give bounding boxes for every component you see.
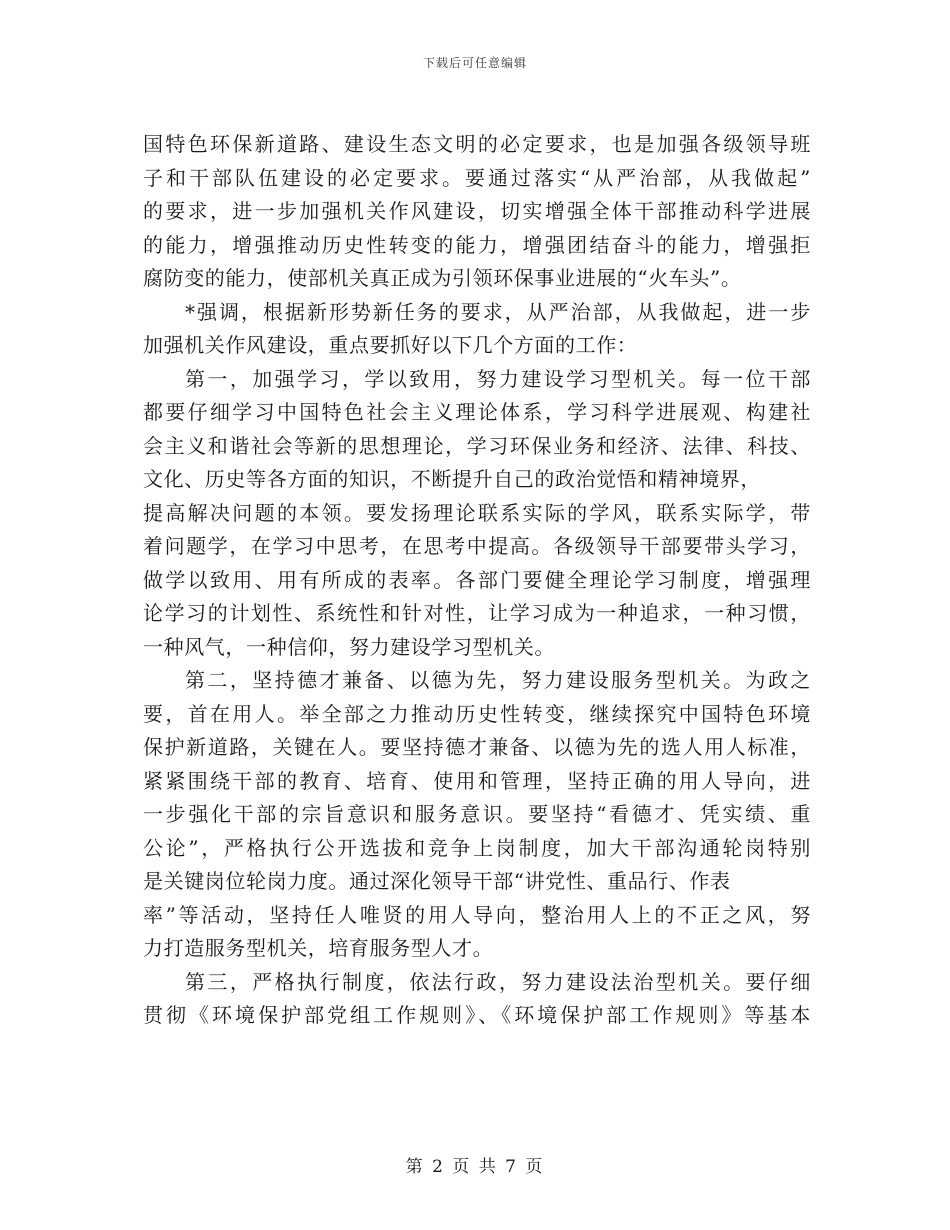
text-line: 保护新道路，关键在人。要坚持德才兼备、以德为先的选人用人标准， — [143, 735, 811, 759]
text-line: 文化、历史等各方面的知识，不断提升自己的政治觉悟和精神境界， — [143, 467, 761, 491]
text-line: 一步强化干部的宗旨意识和服务意识。要坚持“看德才、凭实绩、重 — [143, 802, 811, 826]
page-number: 第 2 页 共 7 页 — [405, 1157, 545, 1177]
text-line: 加强机关作风建设，重点要抓好以下几个方面的工作： — [143, 333, 638, 357]
text-line: 率”等活动，坚持任人唯贤的用人导向，整治用人上的不正之风，努 — [143, 902, 811, 927]
text-line: 一种风气，一种信仰，努力建设学习型机关。 — [143, 634, 555, 659]
page-header-note: 下载后可任意编辑 — [422, 56, 527, 70]
text-line: 着问题学，在学习中思考，在思考中提高。各级领导干部要带头学习， — [143, 534, 811, 558]
text-line: 子和干部队伍建设的必定要求。要通过落实“从严治部，从我做起” — [143, 165, 811, 190]
text-line: 论学习的计划性、系统性和针对性，让学习成为一种追求，一种习惯， — [143, 601, 811, 625]
paragraph-start-line: 第一，加强学习，学以致用，努力建设学习型机关。每一位干部 — [185, 366, 811, 391]
text-line: 紧紧围绕干部的教育、培育、使用和管理，坚持正确的用人导向，进 — [143, 768, 811, 793]
text-line: 是关键岗位轮岗力度。通过深化领导干部“讲党性、重品行、作表 — [143, 869, 731, 893]
paragraph-start-line: 第二，坚持德才兼备、以德为先，努力建设服务型机关。为政之 — [185, 668, 811, 692]
text-line: 腐防变的能力，使部机关真正成为引领环保事业进展的“火车头”。 — [143, 266, 742, 290]
text-line: 要，首在用人。举全部之力推动历史性转变，继续探究中国特色环境 — [143, 701, 811, 726]
document-body — [143, 128, 811, 1033]
text-line: 国特色环保新道路、建设生态文明的必定要求，也是加强各级领导班 — [143, 132, 811, 156]
text-line: 都要仔细学习中国特色社会主义理论体系，学习科学进展观、构建社 — [143, 400, 811, 424]
text-line: 会主义和谐社会等新的思想理论，学习环保业务和经济、法律、科技、 — [143, 433, 811, 458]
paragraph-start-line: 第三，严格执行制度，依法行政，努力建设法治型机关。要仔细 — [185, 969, 811, 994]
text-line: 做学以致用、用有所成的表率。各部门要健全理论学习制度，增强理 — [143, 567, 811, 592]
text-line: 提高解决问题的本领。要发扬理论联系实际的学风，联系实际学，带 — [143, 500, 811, 525]
text-line: 的能力，增强推动历史性转变的能力，增强团结奋斗的能力，增强拒 — [143, 232, 811, 257]
text-line: 的要求，进一步加强机关作风建设，切实增强全体干部推动科学进展 — [143, 199, 811, 223]
paragraph-start-line: *强调，根据新形势新任务的要求，从严治部，从我做起，进一步 — [185, 299, 811, 324]
text-line: 贯彻《环境保护部党组工作规则》、《环境保护部工作规则》等基本 — [143, 1003, 811, 1027]
text-line: 力打造服务型机关，培育服务型人才。 — [143, 936, 494, 960]
text-line: 公论”，严格执行公开选拔和竞争上岗制度，加大干部沟通轮岗特别 — [143, 835, 811, 860]
